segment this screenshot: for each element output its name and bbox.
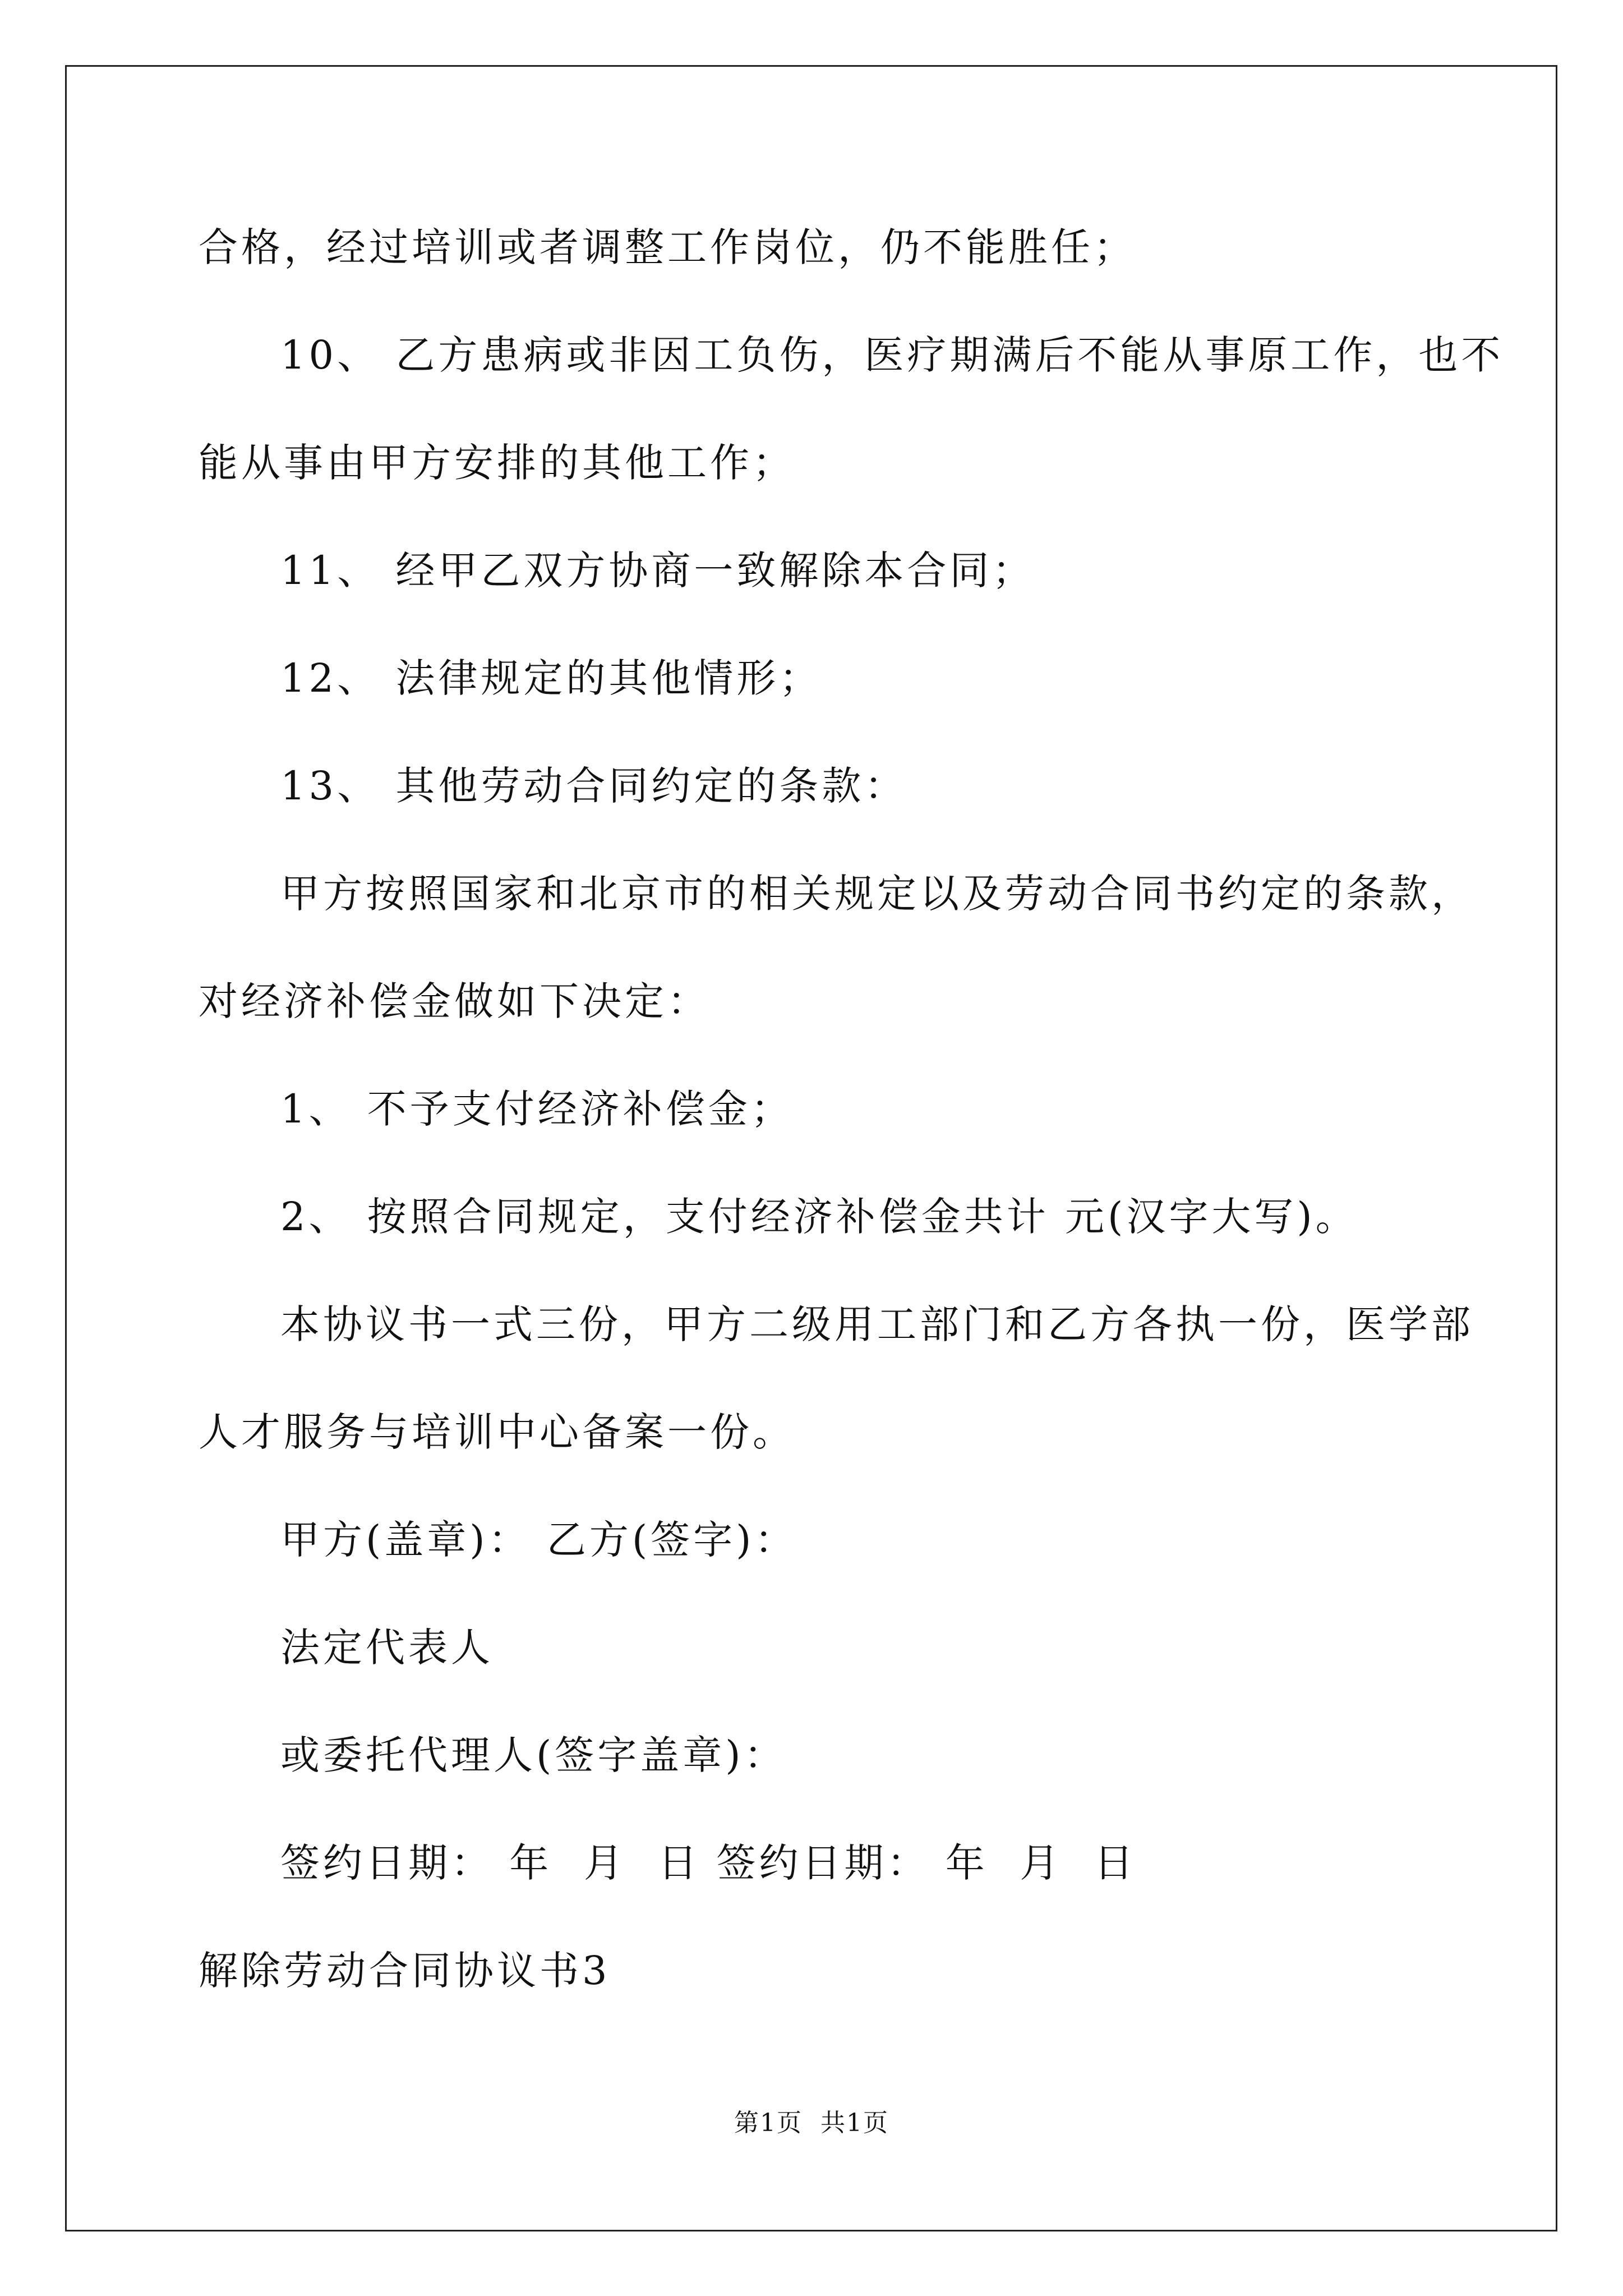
clause-11: 11、 经甲乙双方协商一致解除本合同；	[280, 547, 1035, 593]
authorized-agent: 或委托代理人(签字盖章)：	[280, 1732, 787, 1778]
clause-13: 13、 其他劳动合同约定的条款：	[280, 763, 907, 809]
compensation-option-2: 2、 按照合同规定，支付经济补偿金共计 元(汉字大写)。	[280, 1194, 1358, 1240]
compensation-intro-line-2: 对经济补偿金做如下决定：	[199, 978, 710, 1024]
next-section-title: 解除劳动合同协议书3	[199, 1948, 611, 1994]
body-line-1: 合格，经过培训或者调整工作岗位，仍不能胜任；	[199, 224, 1136, 270]
clause-10-line-1: 10、 乙方患病或非因工负伤，医疗期满后不能从事原工作，也不	[280, 332, 1504, 378]
legal-representative: 法定代表人	[280, 1625, 494, 1671]
copies-clause-line-2: 人才服务与培训中心备案一份。	[199, 1409, 795, 1455]
signing-dates: 签约日期： 年 月 日 签约日期： 年 月 日	[280, 1840, 1137, 1886]
compensation-option-1: 1、 不予支付经济补偿金；	[280, 1086, 794, 1132]
clause-10-line-2: 能从事由甲方安排的其他工作；	[199, 440, 795, 486]
page-footer: 第1页 共1页	[734, 2109, 889, 2137]
clause-12: 12、 法律规定的其他情形；	[280, 655, 822, 701]
signature-parties: 甲方(盖章)： 乙方(签字)：	[280, 1517, 797, 1563]
copies-clause-line-1: 本协议书一式三份，甲方二级用工部门和乙方各执一份，医学部	[280, 1301, 1474, 1347]
compensation-intro-line-1: 甲方按照国家和北京市的相关规定以及劳动合同书约定的条款，	[280, 871, 1474, 917]
page-border	[65, 65, 1557, 2231]
